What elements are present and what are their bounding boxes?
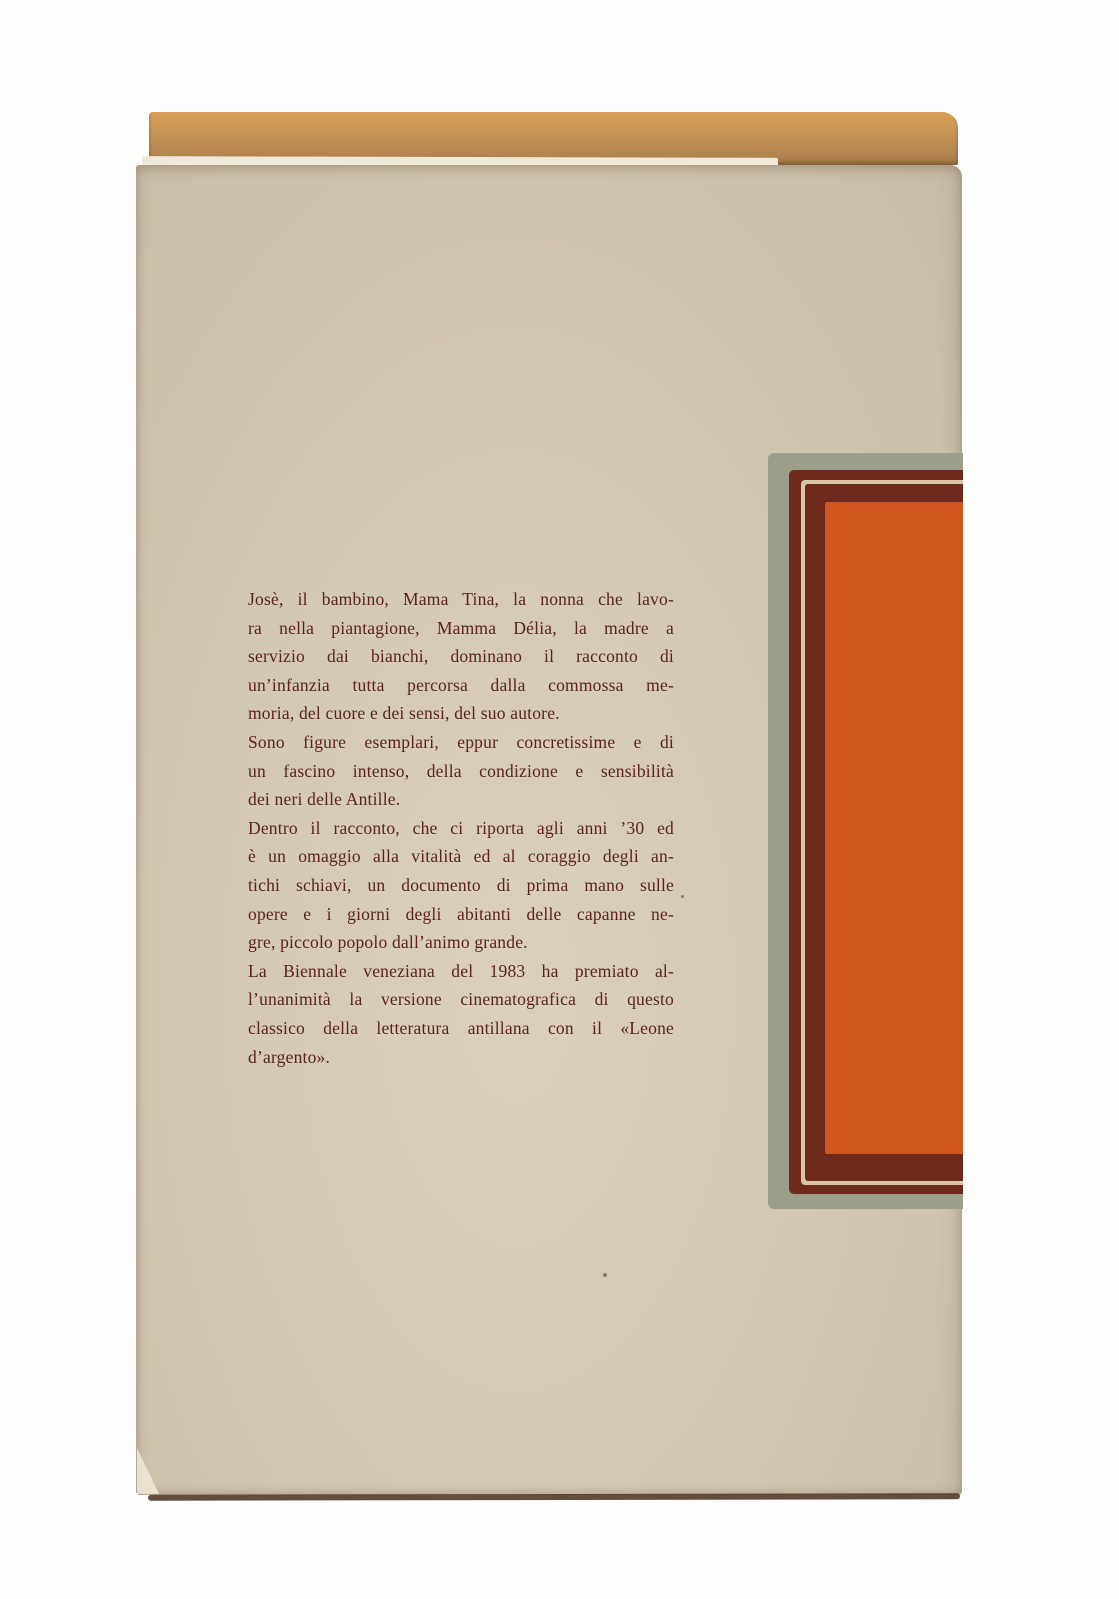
blurb-line: l’unanimità la versione cinematografica di questo <box>248 989 674 1010</box>
blurb-line: è un omaggio alla vitalità ed al coraggio degli an- <box>248 846 674 867</box>
blurb-line: servizio dai bianchi, dominano il racconto di <box>248 646 674 667</box>
frame-outer-border <box>789 470 963 1194</box>
blurb-line: classico della letteratura antillana con il «Leone <box>248 1017 674 1038</box>
blurb-line: opere e i giorni degli abitanti delle capanne ne- <box>248 903 674 924</box>
blurb-line: Josè, il bambino, Mama Tina, la nonna che lavo- <box>248 589 674 609</box>
frame-cream-line <box>801 480 963 1185</box>
blurb-line: un’infanzia tutta percorsa dalla commossa me- <box>248 674 674 695</box>
blurb-line: un fascino intenso, della condizione e sensibilità <box>248 760 674 781</box>
blurb-line: d’argento». <box>248 1046 331 1067</box>
blurb-line: Dentro il racconto, che ci riporta agli anni ’30 ed <box>248 817 674 838</box>
blurb-line: La Biennale veneziana del 1983 ha premiato al- <box>248 960 674 981</box>
blurb-line: ra nella piantagione, Mamma Délia, la madre a <box>248 617 674 638</box>
blurb-line: Sono figure esemplari, eppur concretissime e di <box>248 731 674 752</box>
frame-inner-border <box>805 484 963 1181</box>
blurb-line: dei neri delle Antille. <box>248 789 401 810</box>
jacket-corner-fold <box>137 1448 159 1494</box>
frame-orange-center <box>825 502 963 1154</box>
cover-art-frame <box>768 453 963 1209</box>
paper-speck <box>603 1273 607 1277</box>
book-back-cover <box>136 112 963 1500</box>
blurb-line: tichi schiavi, un documento di prima mano sulle <box>248 874 674 895</box>
paper-speck <box>681 895 684 898</box>
back-cover-blurb <box>248 585 674 1071</box>
blurb-line: moria, del cuore e dei sensi, del suo autore. <box>248 703 560 724</box>
blurb-line: gre, piccolo popolo dall’animo grande. <box>248 932 528 953</box>
book-bottom-shadow-edge <box>148 1493 960 1500</box>
